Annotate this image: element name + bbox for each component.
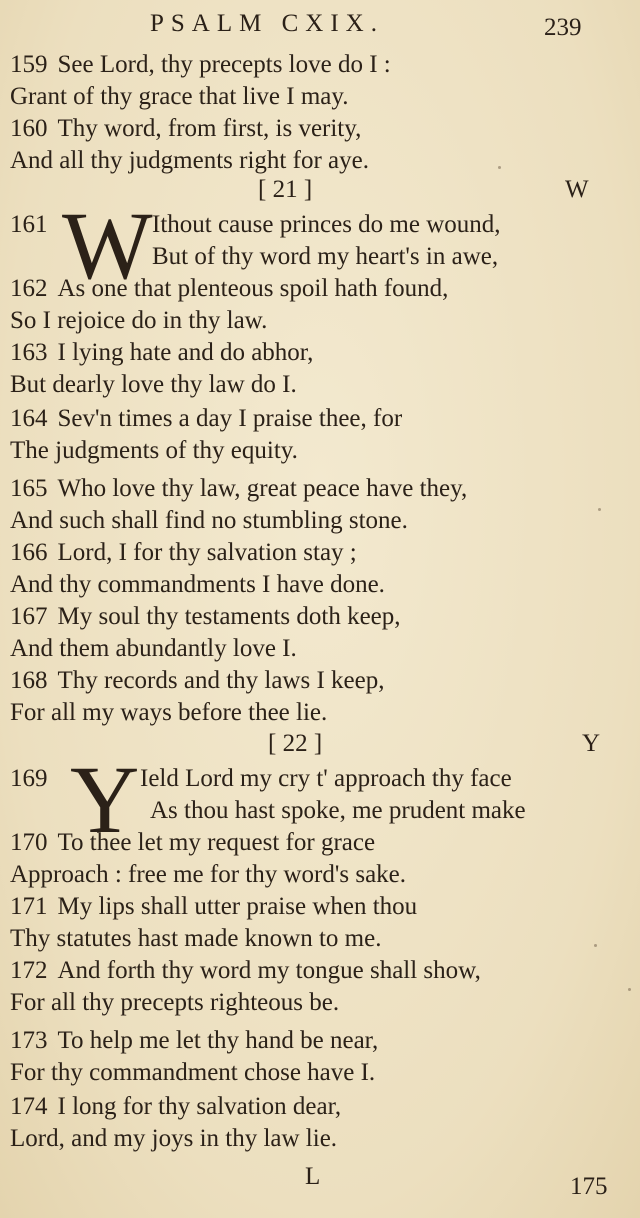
verse-number: 162 — [10, 275, 48, 302]
verse-text: Ithout cause princes do me wound, — [152, 211, 501, 238]
verse-line — [10, 146, 369, 176]
verse-line — [10, 274, 448, 304]
paper-speck — [628, 988, 631, 991]
verse-line — [10, 860, 406, 890]
verse-text: Thy records and thy laws I keep, — [57, 667, 385, 694]
verse-line — [10, 666, 384, 696]
verse-number: 174 — [10, 1093, 48, 1120]
verse-text: I lying hate and do abhor, — [57, 339, 314, 366]
verse-number: 173 — [10, 1027, 48, 1054]
verse-line — [10, 764, 48, 794]
verse-text: Grant of thy grace that live I may. — [10, 83, 349, 110]
verse-text: And such shall find no stumbling stone. — [10, 507, 408, 534]
verse-line — [10, 404, 402, 434]
paper-speck — [594, 944, 597, 947]
verse-text-line — [152, 210, 501, 240]
verse-line — [10, 436, 298, 466]
verse-line — [10, 538, 357, 568]
verse-line — [10, 1092, 341, 1122]
verse-text-line — [140, 764, 512, 794]
verse-text: So I rejoice do in thy law. — [10, 307, 268, 334]
verse-line — [10, 210, 48, 240]
verse-line — [10, 506, 408, 536]
page-number: 239 — [544, 14, 582, 41]
verse-number: 169 — [10, 765, 48, 792]
section-mark: [ 21 ] — [258, 176, 313, 203]
verse-text: Thy word, from first, is verity, — [57, 115, 362, 142]
verse-text: To help me let thy hand be near, — [57, 1027, 379, 1054]
verse-number: 168 — [10, 667, 48, 694]
verse-text: Ield Lord my cry t' approach thy face — [140, 765, 512, 792]
verse-text: Approach : free me for thy word's sake. — [10, 861, 407, 888]
verse-text: For all thy precepts righteous be. — [10, 989, 340, 1016]
verse-text: Who love thy law, great peace have they, — [57, 475, 468, 502]
running-head: PSALM CXIX. — [150, 10, 384, 37]
verse-number: 159 — [10, 51, 48, 78]
verse-line — [10, 1058, 375, 1088]
verse-number: 165 — [10, 475, 48, 502]
verse-line — [10, 1026, 378, 1056]
section-catchword: W — [565, 176, 589, 203]
paper-speck — [498, 166, 501, 169]
verse-line — [10, 82, 349, 112]
verse-line — [10, 50, 391, 80]
verse-number: 166 — [10, 539, 48, 566]
verse-text: For thy commandment chose have I. — [10, 1059, 376, 1086]
verse-line — [10, 924, 381, 954]
verse-text-line — [152, 242, 498, 272]
verse-text: To thee let my request for grace — [57, 829, 376, 856]
page-header — [0, 10, 640, 50]
verse-text: And thy commandments I have done. — [10, 571, 385, 598]
verse-number: 160 — [10, 115, 48, 142]
verse-line — [10, 306, 267, 336]
verse-number: 163 — [10, 339, 48, 366]
verse-line — [10, 570, 385, 600]
verse-text: My soul thy testaments doth keep, — [57, 603, 401, 630]
verse-text: The judgments of thy equity. — [10, 437, 298, 464]
drop-cap: W — [62, 192, 153, 299]
signature-mark: L — [305, 1163, 321, 1190]
verse-text: See Lord, thy precepts love do I : — [57, 51, 391, 78]
verse-text: Lord, and my joys in thy law lie. — [10, 1125, 338, 1152]
verse-text: But of thy word my heart's in awe, — [152, 243, 499, 270]
verse-text: My lips shall utter praise when thou — [57, 893, 418, 920]
verse-text: Lord, I for thy salvation stay ; — [57, 539, 357, 566]
verse-number: 164 — [10, 405, 48, 432]
verse-line — [10, 828, 375, 858]
paper-speck — [598, 508, 601, 511]
drop-cap: Y — [70, 746, 140, 853]
verse-text: Sev'n times a day I praise thee, for — [57, 405, 403, 432]
verse-number: 167 — [10, 603, 48, 630]
verse-line — [10, 1124, 337, 1154]
verse-text: As one that plenteous spoil hath found, — [57, 275, 449, 302]
verse-text: As thou hast spoke, me prudent make — [150, 797, 526, 824]
section-catchword: Y — [582, 730, 601, 757]
verse-text: And all thy judgments right for aye. — [10, 147, 369, 174]
verse-number: 170 — [10, 829, 48, 856]
verse-number: 171 — [10, 893, 48, 920]
verse-text: And them abundantly love I. — [10, 635, 297, 662]
verse-line — [10, 956, 481, 986]
verse-text: And forth thy word my tongue shall show, — [57, 957, 481, 984]
verse-line — [10, 474, 467, 504]
verse-text: For all my ways before thee lie. — [10, 699, 328, 726]
verse-line — [10, 634, 297, 664]
verse-line — [10, 114, 361, 144]
verse-line — [10, 338, 313, 368]
verse-text: I long for thy salvation dear, — [57, 1093, 342, 1120]
verse-line — [10, 698, 327, 728]
verse-text: But dearly love thy law do I. — [10, 371, 297, 398]
verse-line — [10, 892, 417, 922]
verse-number: 161 — [10, 211, 48, 238]
verse-line — [10, 370, 297, 400]
verse-line — [10, 988, 339, 1018]
section-mark: [ 22 ] — [268, 730, 323, 757]
footer-catch-number: 175 — [570, 1173, 608, 1200]
verse-line — [10, 602, 401, 632]
verse-text-line — [150, 796, 526, 826]
verse-number: 172 — [10, 957, 48, 984]
verse-text: Thy statutes hast made known to me. — [10, 925, 382, 952]
